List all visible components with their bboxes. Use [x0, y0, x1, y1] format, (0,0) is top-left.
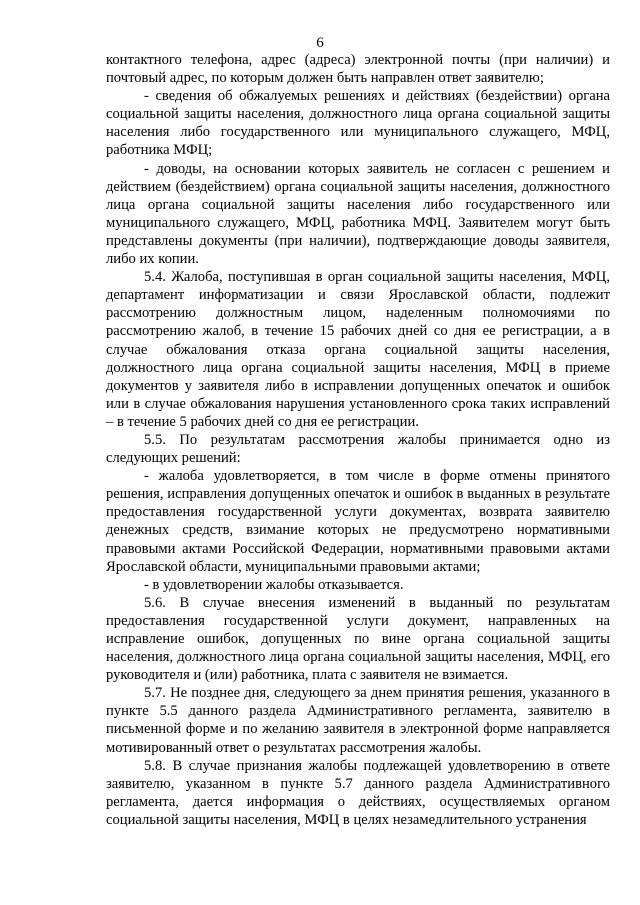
- paragraph: контактного телефона, адрес (адреса) электронной почты (при наличии) и почтовый адрес, по которым должен быть направлен ответ заявителю;: [106, 52, 610, 87]
- paragraph: - сведения об обжалуемых решениях и действиях (бездействии) органа социальной защиты населения, должностного лица органа социальной защиты населения либо государственного или муниципального служащего, МФЦ, работника МФЦ;: [106, 88, 610, 159]
- page-number: 6: [316, 35, 324, 51]
- paragraph: 5.7. Не позднее дня, следующего за днем принятия решения, указанного в пункте 5.5 данного раздела Административного регламента, заявителю в письменной форме и по желанию заявителя в электронной форме направляется мотивированный ответ о результатах рассмотрения жалобы.: [106, 685, 610, 756]
- paragraph: 5.6. В случае внесения изменений в выданный по результатам предоставления государственной услуги документ, направленных на исправление ошибок, допущенных по вине органа социальной защиты населения, должностного лица органа социальной защиты населения, МФЦ, его руководителя и (или) работника, плата с заявителя не взимается.: [106, 594, 610, 684]
- paragraph: - жалоба удовлетворяется, в том числе в форме отмены принятого решения, исправления допущенных опечаток и ошибок в выданных в результате предоставления государственной услуги документах, возврата заявителю денежных средств, взимание которых не предусмотрено нормативными правовыми актами Российской Федерации, нормативными правовыми актами Ярославской области, муниципальными правовыми актами;: [106, 468, 610, 575]
- paragraph: - доводы, на основании которых заявитель не согласен с решением и действием (бездействием) органа социальной защиты населения, должностного лица органа социальной защиты населения либо государственного или муниципального служащего, МФЦ, работника МФЦ. Заявителем могут быть представлены документы (при наличии), подтверждающие доводы заявителя, либо их копии.: [106, 160, 610, 268]
- paragraph: 5.4. Жалоба, поступившая в орган социальной защиты населения, МФЦ, департамент информатизации и связи Ярославской области, подлежит рассмотрению должностным лицом, наделенным полномочиями по рассмотрению жалоб, в течение 15 рабочих дней со дня ее регистрации, а в случае обжалования отказа органа социальной защиты населения, должностного лица органа социальной защиты населения, МФЦ в приеме документов у заявителя либо в исправлении допущенных опечаток и ошибок или в случае обжалования нарушения установленного срока таких исправлений – в течение 5 рабочих дней со дня ее регистрации.: [106, 269, 610, 430]
- paragraph: - в удовлетворении жалобы отказывается.: [144, 576, 404, 593]
- paragraph: 5.8. В случае признания жалобы подлежащей удовлетворению в ответе заявителю, указанном в пункте 5.7 данного раздела Административного регламента, дается информация о действиях, осуществляемых органом социальной защиты населения, МФЦ в целях незамедлительного устранения: [106, 757, 610, 828]
- paragraph: 5.5. По результатам рассмотрения жалобы принимается одно из следующих решений:: [106, 431, 610, 467]
- document-body: [106, 51, 610, 829]
